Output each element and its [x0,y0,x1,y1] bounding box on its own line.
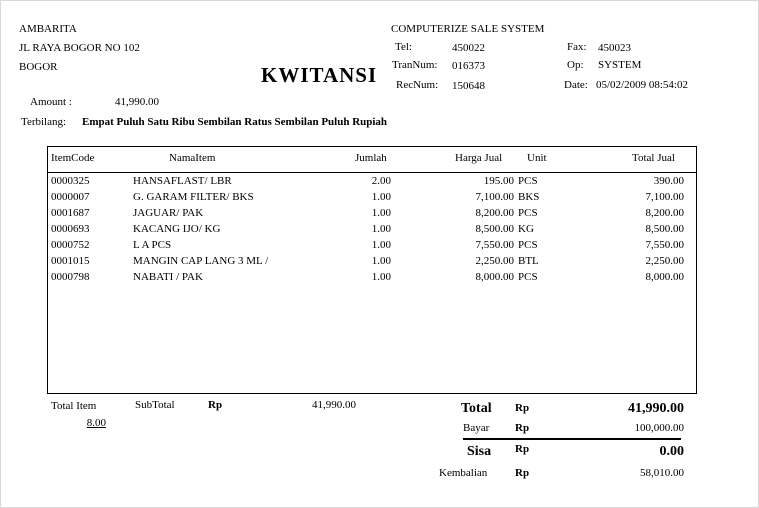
cell-name: HANSAFLAST/ LBR [133,175,232,187]
cell-unit: BKS [518,191,540,203]
bayar-currency: Rp [515,422,530,434]
total-label: Total [461,401,492,416]
tran-label: TranNum: [392,59,438,71]
cell-code: 0001015 [51,255,90,267]
header-totaljual: Total Jual [632,152,675,164]
cell-code: 0000798 [51,271,90,283]
sisa-label: Sisa [467,444,492,459]
cell-qty: 1.00 [371,271,391,283]
header-hargajual: Harga Jual [455,152,503,164]
cell-unit: PCS [518,207,538,219]
terbilang-text: Empat Puluh Satu Ribu Sembilan Ratus Sembilan Puluh Rupiah [82,116,388,128]
total-value: 41,990.00 [628,401,684,416]
subtotal-label: SubTotal [135,399,175,411]
cell-price: 7,550.00 [475,239,514,251]
cell-qty: 1.00 [371,239,391,251]
cell-code: 0000325 [51,175,90,187]
cell-total: 8,200.00 [645,207,684,219]
bayar-value: 100,000.00 [634,422,684,434]
total-currency: Rp [515,402,530,414]
cell-name: MANGIN CAP LANG 3 ML / [133,255,269,267]
op-label: Op: [567,59,584,71]
cell-qty: 1.00 [371,223,391,235]
cell-qty: 2.00 [371,175,391,187]
cell-unit: PCS [518,239,538,251]
cell-total: 2,250.00 [645,255,684,267]
cell-name: L A PCS [133,239,172,251]
cell-name: KACANG IJO/ KG [133,223,221,235]
cell-qty: 1.00 [371,207,391,219]
header-itemcode: ItemCode [51,152,95,164]
cell-total: 7,100.00 [645,191,684,203]
cell-code: 0001687 [51,207,90,219]
subtotal-currency: Rp [208,399,223,411]
cell-name: JAGUAR/ PAK [133,207,204,219]
total-item-label: Total Item [51,400,97,412]
cell-price: 8,200.00 [475,207,514,219]
document-title: KWITANSI [261,63,378,87]
cell-unit: PCS [518,271,538,283]
kembalian-label: Kembalian [439,467,488,479]
bayar-label: Bayar [463,422,490,434]
system-title: COMPUTERIZE SALE SYSTEM [391,23,545,35]
sisa-value: 0.00 [659,444,684,459]
date-value: 05/02/2009 08:54:02 [596,79,688,91]
amount-label: Amount : [30,96,72,108]
company-name: AMBARITA [19,23,77,35]
cell-total: 390.00 [653,175,684,187]
kembalian-currency: Rp [515,467,530,479]
cell-price: 195.00 [483,175,514,187]
cell-qty: 1.00 [371,255,391,267]
fax-label: Fax: [567,41,587,53]
cell-price: 7,100.00 [475,191,514,203]
cell-unit: BTL [518,255,539,267]
header-jumlah: Jumlah [355,152,387,164]
terbilang-label: Terbilang: [21,116,67,128]
kembalian-value: 58,010.00 [640,467,684,479]
cell-code: 0000007 [51,191,90,203]
cell-qty: 1.00 [371,191,391,203]
table-header-divider [47,172,696,173]
sisa-currency: Rp [515,443,530,455]
cell-code: 0000693 [51,223,90,235]
cell-total: 8,000.00 [645,271,684,283]
cell-price: 8,500.00 [475,223,514,235]
cell-price: 8,000.00 [475,271,514,283]
op-value: SYSTEM [598,59,642,71]
date-label: Date: [564,79,588,91]
rec-label: RecNum: [396,79,439,91]
cell-total: 8,500.00 [645,223,684,235]
tran-value: 016373 [452,60,485,72]
subtotal-value: 41,990.00 [312,399,356,411]
company-city: BOGOR [19,61,58,73]
header-unit: Unit [527,152,547,164]
fax-value: 450023 [598,42,631,54]
amount-value: 41,990.00 [115,96,159,108]
tel-label: Tel: [395,41,412,53]
cell-name: NABATI / PAK [133,271,203,283]
cell-unit: KG [518,223,534,235]
sum-divider [463,438,681,440]
company-address: JL RAYA BOGOR NO 102 [19,42,140,54]
total-item-value: 8.00 [86,417,106,429]
cell-unit: PCS [518,175,538,187]
cell-name: G. GARAM FILTER/ BKS [133,191,254,203]
cell-code: 0000752 [51,239,90,251]
rec-value: 150648 [452,80,485,92]
cell-price: 2,250.00 [475,255,514,267]
header-namaitem: NamaItem [169,152,216,164]
cell-total: 7,550.00 [645,239,684,251]
tel-value: 450022 [452,42,485,54]
